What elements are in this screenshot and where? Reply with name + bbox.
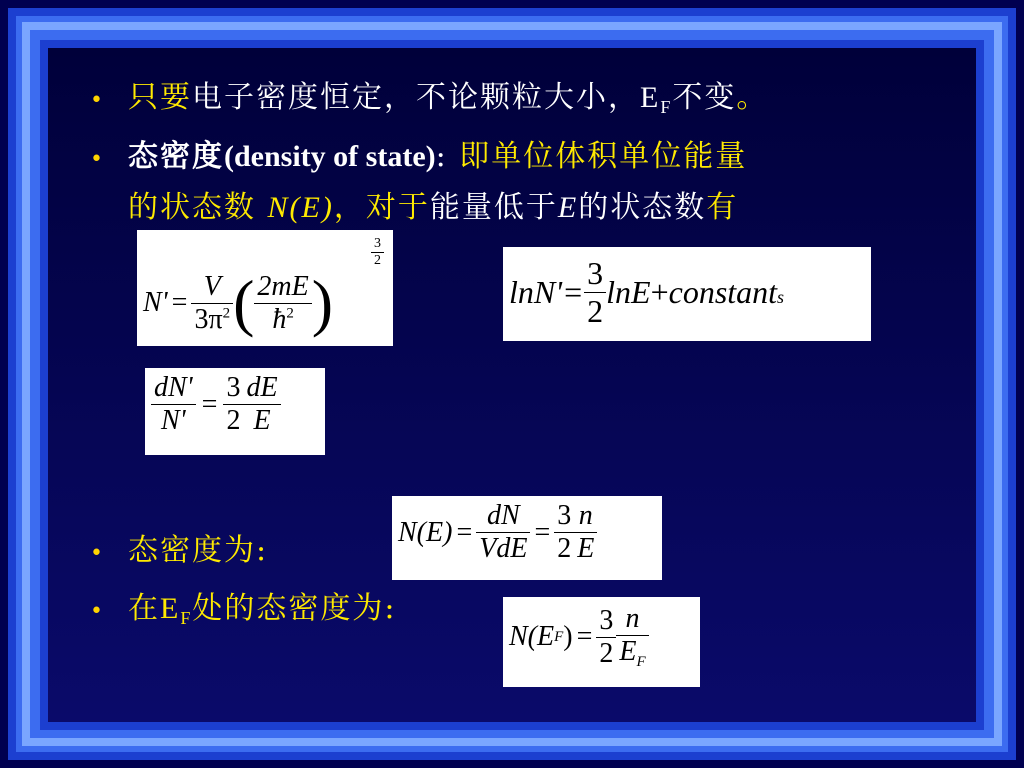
- bullet-3: [128, 531, 268, 571]
- eq2-constant: constant: [668, 274, 778, 310]
- equation-4: [392, 496, 662, 580]
- b1-dot: 。: [736, 80, 769, 115]
- b1-f: F: [660, 97, 673, 117]
- b1-e: E: [640, 81, 661, 114]
- eq1-lhs: N': [143, 287, 168, 318]
- b4-e: E: [160, 592, 181, 625]
- eq2-frac: [584, 255, 606, 330]
- eq4-eq2: =: [534, 516, 551, 548]
- eq3-n1: dN': [151, 372, 196, 405]
- eq2-s: s: [777, 287, 785, 307]
- b2-nengliang: 能量低于: [429, 190, 558, 225]
- eq1-hbar: ħ: [272, 303, 287, 335]
- eq2-plus: +: [650, 274, 669, 310]
- eq5-n3: n: [616, 603, 648, 636]
- b1-yellow: 只要: [128, 80, 192, 115]
- eq2-lhs: lnN': [509, 274, 563, 310]
- b2-term: 态密度: [128, 139, 224, 174]
- eq5-eq: =: [576, 621, 593, 652]
- bullet-4: [128, 589, 396, 638]
- bullet-dot: •: [90, 599, 103, 624]
- eq2-rhs: lnE: [606, 274, 651, 310]
- eq5-d3: E: [619, 636, 637, 667]
- bullet-2-line-2: [128, 188, 738, 228]
- eq2-eq: =: [564, 274, 583, 310]
- eq1-sq: 2: [222, 305, 231, 322]
- eq1-sq2: 2: [286, 305, 294, 322]
- eq3-n2: 3: [223, 372, 243, 405]
- bullet-1: [128, 78, 768, 127]
- b2-paren: (density of state): [224, 140, 436, 173]
- eq5-lhs-close: ): [563, 621, 573, 652]
- b3-colon: :: [256, 533, 269, 568]
- b1-tail: 不变: [672, 80, 737, 115]
- eq5-lhs-sub: F: [554, 628, 564, 645]
- eq1-pow-den: 2: [374, 253, 381, 268]
- eq3-d2: 2: [226, 405, 241, 436]
- eq3-n3: dE: [243, 372, 280, 405]
- eq1-den: 3π: [194, 303, 223, 335]
- b1-white: 电子密度恒定，不论颗粒大小，: [192, 80, 640, 115]
- b2-ne: N(E): [267, 191, 334, 224]
- eq3-frac-1: [151, 372, 196, 437]
- eq1-rparen: ): [311, 267, 334, 338]
- b2-def1: 即单位体积单位能量: [459, 139, 748, 174]
- equation-1: [137, 230, 393, 346]
- eq1-frac-1: [191, 271, 233, 336]
- b2-e: E: [557, 191, 579, 224]
- eq4-n2: 3: [554, 500, 574, 533]
- bullet-dot: •: [90, 541, 103, 566]
- eq4-d3: E: [577, 533, 595, 564]
- eq4-eq: =: [456, 516, 473, 548]
- bullet-2-line-1: [128, 137, 747, 177]
- b4-f: F: [180, 608, 193, 628]
- b2-comma: ，: [333, 190, 366, 225]
- eq3-d3: E: [253, 405, 271, 436]
- eq1-eq: =: [171, 287, 188, 318]
- b2-de: 的状态数: [578, 190, 707, 225]
- eq2-num: 3: [584, 255, 606, 293]
- eq1-lparen: (: [233, 267, 255, 338]
- b4-rest: 处的态密度为: [192, 591, 385, 626]
- eq5-d2: 2: [599, 637, 614, 669]
- equation-5: [503, 597, 700, 687]
- eq4-n1: dN: [476, 500, 530, 533]
- eq3-d1: N': [161, 405, 186, 436]
- eq4-d2: 2: [557, 533, 572, 564]
- eq1-frac-2: [254, 271, 311, 336]
- b4-colon: :: [384, 591, 397, 626]
- b2-you: 有: [706, 190, 739, 225]
- eq1-pow-num: 3: [371, 236, 384, 253]
- eq4-lhs: N(E): [398, 516, 453, 548]
- eq4-frac-1: [476, 500, 530, 565]
- eq3-frac-3: [243, 372, 280, 437]
- eq5-n2: 3: [596, 605, 616, 638]
- b2-def2: 的状态数: [128, 190, 256, 225]
- b4-zai: 在: [128, 591, 160, 626]
- eq1-v: V: [191, 271, 233, 304]
- eq4-frac-2: [554, 500, 574, 565]
- equation-2: [503, 247, 871, 341]
- b2-colon: :: [435, 139, 448, 174]
- eq3-frac-2: [223, 372, 243, 437]
- eq4-d1: VdE: [479, 533, 528, 564]
- eq4-frac-3: [574, 500, 597, 565]
- bullet-dot: •: [90, 88, 103, 113]
- eq1-power: [371, 236, 384, 269]
- b3-text: 态密度为: [128, 533, 256, 568]
- eq5-lhs: N(E: [509, 621, 555, 652]
- eq5-frac-1: [596, 605, 616, 670]
- equation-3: [145, 368, 325, 455]
- eq1-num2: 2mE: [254, 271, 311, 304]
- b2-duiyu: 对于: [365, 190, 430, 225]
- eq4-n3: n: [574, 500, 597, 533]
- eq5-d3-sub: F: [636, 654, 646, 670]
- eq3-eq: =: [201, 388, 218, 420]
- eq2-den: 2: [587, 293, 604, 329]
- eq5-frac-2: [616, 603, 648, 671]
- bullet-dot: •: [90, 147, 103, 172]
